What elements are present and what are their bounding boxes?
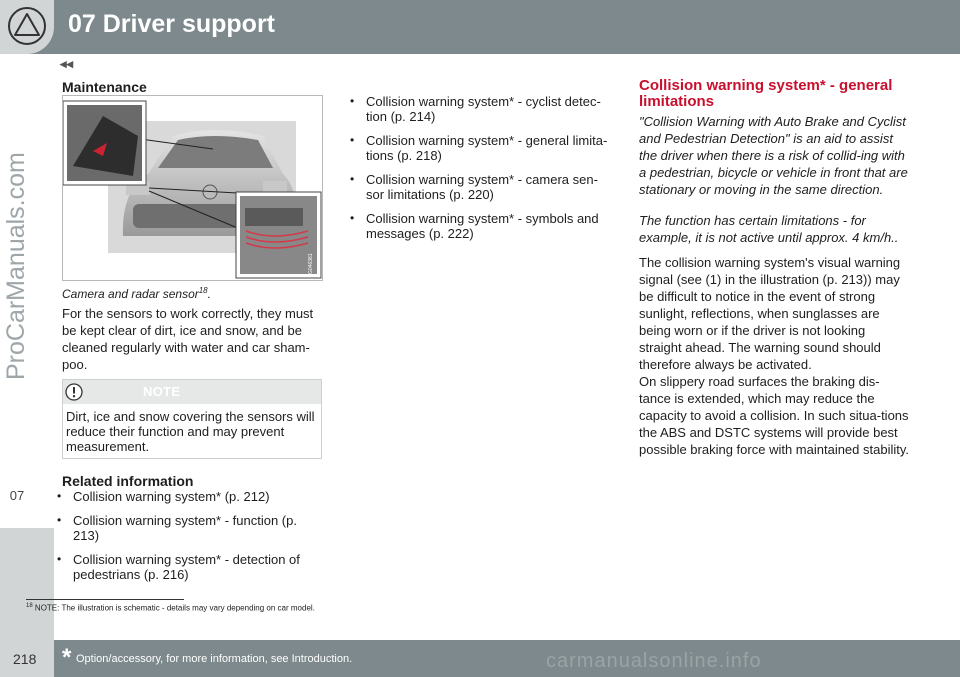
option-star: * — [62, 644, 72, 671]
chapter-title: 07 Driver support — [68, 10, 276, 38]
footnote-number: 18 — [26, 603, 33, 609]
page-number: 218 — [13, 651, 37, 667]
caption-footnote-ref: 18 — [198, 286, 208, 295]
related-link[interactable]: • Collision warning system* (p. 212) — [57, 489, 317, 504]
caption-end: . — [207, 287, 211, 301]
caption-text: Camera and radar sensor — [62, 287, 199, 301]
figure-code: G046381 — [308, 253, 314, 274]
footer-watermark: carmanualsonline.info — [546, 650, 762, 672]
related-heading: Related information — [62, 473, 194, 489]
note-header — [63, 380, 321, 404]
italic-intro: "Collision Warning with Auto Brake and Cyclist and Pedestrian Detection" is an aid to assist the driver when there is a risk of collid-ing with a pedestrian, bicycle or vehicle in front that are stationary or moving in the same direction. — [639, 114, 908, 197]
footnote-rule — [26, 599, 184, 600]
page-number-box — [0, 640, 54, 677]
sensor-illustration — [62, 95, 323, 281]
chapter-tab — [0, 528, 54, 640]
note-title: NOTE — [143, 384, 181, 399]
section-heading: Collision warning system* - general limitations — [639, 77, 893, 110]
page-header — [0, 0, 960, 54]
figure-caption — [62, 286, 211, 301]
related-list-continued — [350, 94, 612, 250]
related-link[interactable]: • Collision warning system* - symbols and messages (p. 222) — [350, 211, 612, 241]
visual-warning-paragraph: The collision warning system's visual warning signal (see (1) in the illustration (p. 213)) may be difficult to notice in the event of strong sunlight, reflections, when sunglasses are being worn or if the driver is not looking straight ahead. The warning sound should therefore always be activated. — [639, 255, 901, 372]
info-icon — [65, 383, 83, 401]
slippery-road-paragraph: On slippery road surfaces the braking dis-tance is extended, which may reduce the capacity to avoid a collision. In such situa-tions the ABS and DSTC systems will provide best possible braking force with maintained stability. — [639, 374, 910, 457]
page-footer — [0, 640, 960, 677]
footnote-text: NOTE: The illustration is schematic - details may vary depending on car model. — [34, 603, 315, 613]
side-watermark: ProCarManuals.com — [2, 152, 30, 380]
italic-limitation: The function has certain limitations - for example, it is not active until approx. 4 km/h.. — [639, 213, 899, 245]
related-link[interactable]: • Collision warning system* - general limita-tions (p. 218) — [350, 133, 612, 163]
footer-note: Option/accessory, for more information, see Introduction. — [76, 653, 353, 665]
related-link[interactable]: • Collision warning system* - camera sen-sor limitations (p. 220) — [350, 172, 612, 202]
note-box — [62, 379, 322, 459]
chapter-number: 07 — [9, 488, 25, 503]
back-arrows-icon[interactable]: ◂◂ — [60, 56, 74, 71]
maintenance-heading: Maintenance — [62, 79, 147, 95]
related-link[interactable]: • Collision warning system* - cyclist detec-tion (p. 214) — [350, 94, 612, 124]
footnote — [26, 603, 315, 613]
note-text: Dirt, ice and snow covering the sensors will reduce their function and may prevent measurement. — [66, 409, 315, 454]
related-list — [57, 489, 317, 591]
related-link[interactable]: • Collision warning system* - detection of pedestrians (p. 216) — [57, 552, 317, 582]
maintenance-paragraph: For the sensors to work correctly, they must be kept clear of dirt, ice and snow, and be cleaned regularly with water and car sham-poo. — [62, 306, 314, 372]
car-sensor-image — [63, 96, 322, 280]
related-link[interactable]: • Collision warning system* - function (p. 213) — [57, 513, 317, 543]
